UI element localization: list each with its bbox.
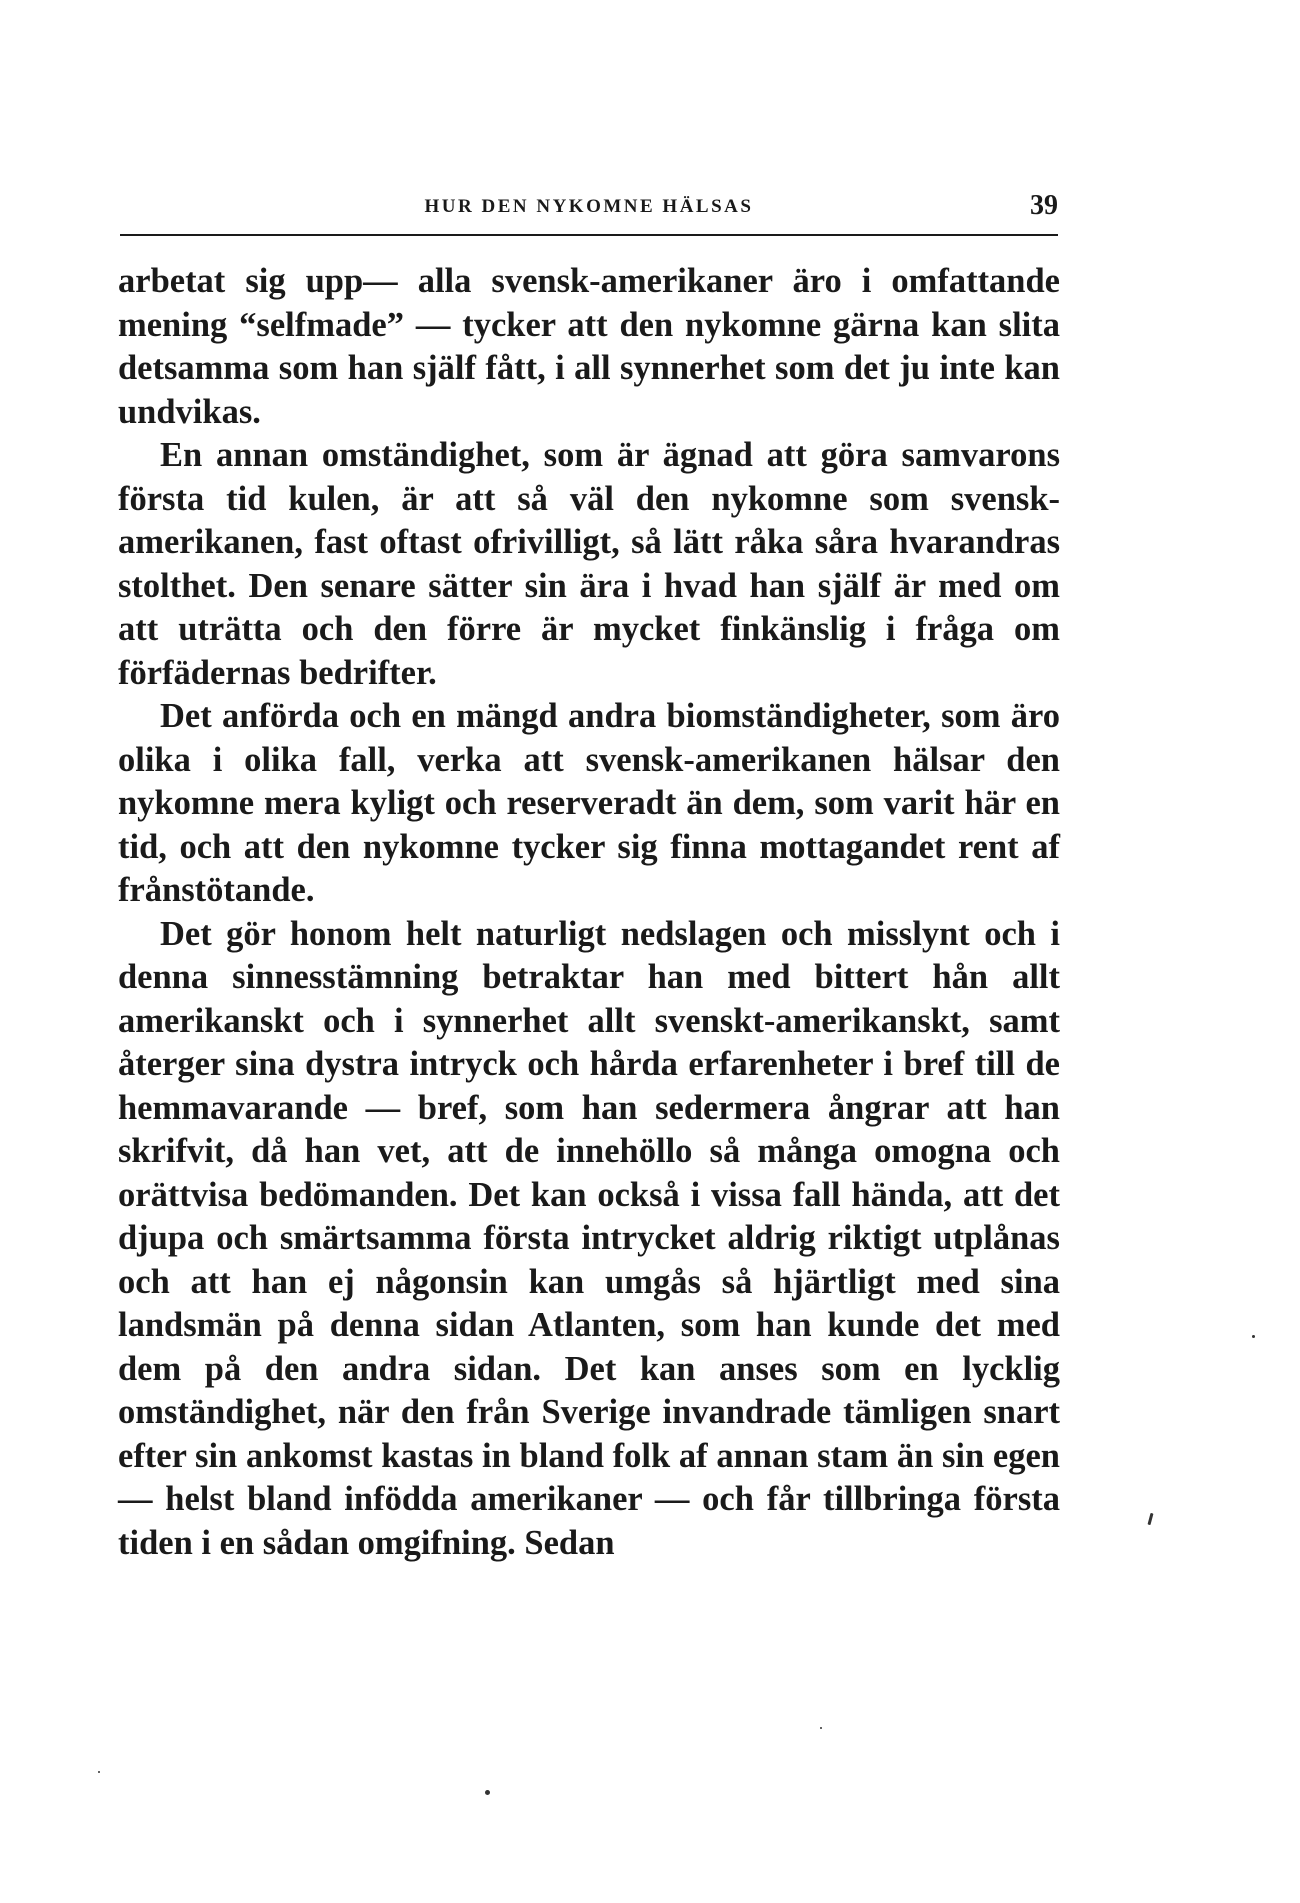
ink-speck [1252,1335,1255,1338]
paragraph-continued: arbetat sig upp— alla svensk-amerikaner äro i omfattande mening “selfmade” — tycker att den nykomne gärna kan slita detsamma som han själf fått, i all synnerhet som det ju inte kan undvikas. [118,262,1060,431]
ink-speck [1147,1513,1153,1525]
ink-speck [820,1727,822,1729]
paragraph: Det gör honom helt naturligt nedslagen och misslynt och i denna sinnesstämning betraktar han med bittert hån allt amerikanskt och i synnerhet allt svenskt-amerikanskt, samt återger sina dystra intryck och hårda erfarenheter i bref till de hemmavarande — bref, som han sedermera ångrar att han skrifvit, då han vet, att de innehöllo så många omogna och orättvisa bedömanden. Det kan också i vissa fall hända, att det djupa och smärtsamma första intrycket aldrig riktigt utplånas och att han ej någonsin kan umgås så hjärtligt med sina landsmän på denna sidan Atlanten, som han kunde det med dem på den andra sidan. Det kan anses som en lycklig omständighet, när den från Sverige invandrade tämligen snart efter sin ankomst kastas in bland folk af annan stam än sin egen — helst bland infödda amerikaner — och får tillbringa första tiden i en sådan omgifning. Sedan [118,914,1060,1562]
paragraph: Det anförda och en mängd andra biomständigheter, som äro olika i olika fall, verka att svensk-amerikanen hälsar den nykomne mera kyligt och reserveradt än dem, som varit här en tid, och att den nykomne tycker sig finna mottagandet rent af frånstötande. [118,697,1060,909]
paragraph: En annan omständighet, som är ägnad att göra samvarons första tid kulen, är att så väl den nykomne som svensk-amerikanen, fast oftast ofrivilligt, så lätt råka såra hvarandras stolthet. Den senare sätter sin ära i hvad han själf är med om att uträtta och den förre är mycket finkänslig i fråga om förfädernas bedrifter. [118,436,1060,692]
header-rule [120,234,1058,236]
running-head [120,190,1058,230]
page-number: 39 [1030,190,1058,221]
ink-speck [98,1771,100,1773]
running-title: HUR DEN NYKOMNE HÄLSAS [424,196,754,217]
ink-speck [485,1790,490,1795]
body-text [118,260,1060,1565]
